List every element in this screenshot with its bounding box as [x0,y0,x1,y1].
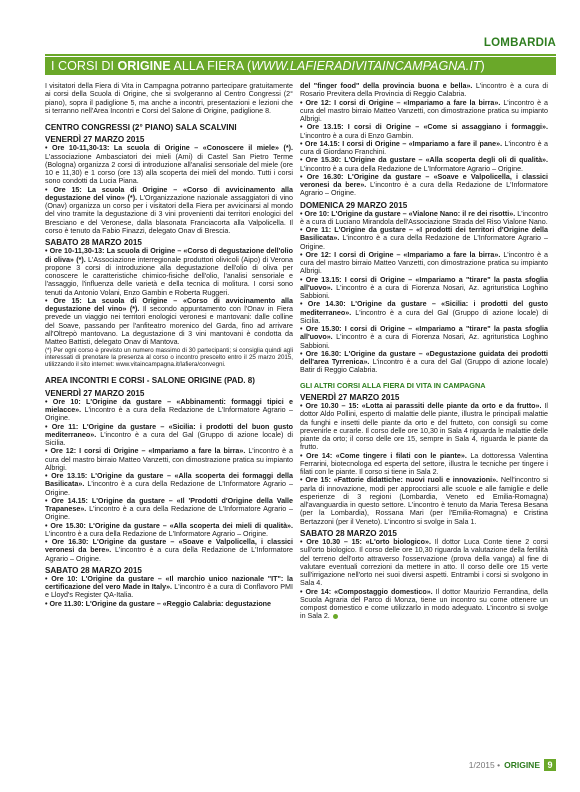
event-item: • Ore 15: La scuola di Origine – «Corso di avvicinamento alla degustazione del vino» (*). Il secondo appuntamento con l'Onav in Fiera prevede un viaggio nei territori enologici veronesi e mantovani: dalle colline del Soave, passando per l'anfiteatro morenico del Garda, fino ad arrivare all'Oltrepò mantovano. La degustazione di 3 vini mantovani è condotta da Matteo Battisti, delegato Onav di Mantova. [45,296,293,347]
date-heading: DOMENICA 29 MARZO 2015 [300,200,408,210]
event-item: • Ore 13.15: I corsi di Origine – «Come si assaggiano i formaggi». L'incontro è a cura di Enzo Gambin. [300,123,548,140]
event-item: • Ore 15.30: L'Origine da gustare – «Alla scoperta degli oli di qualità». L'incontro è a cura della Redazione de L'Informatore Agrario – Origine. [300,156,548,173]
magazine-name: ORIGINE [504,760,540,770]
event-item: del "finger food" della provincia buona e bella». L'incontro è a cura di Rosario Previtera della Provincia di Reggio Calabria. [300,82,548,99]
event-item: • Ore 12: I corsi di Origine – «Impariamo a fare la birra». L'incontro è a cura del mastro birraio Matteo Vanzetti, con dimostrazione pratica su impianto Albrigi. [300,250,549,276]
issue-label: 1/2015 • [468,760,501,770]
section-label: LOMBARDIA [483,37,556,49]
event-item: • Ore 10.30 – 15: «Lotta ai parassiti delle piante da orto e da frutto». Il dottor Aldo Pollini, esperto di malattie delle piante, illustra le principali malattie da funghi e insetti delle piante da orto e del frutteto, con consigli su come prevenirle e curarle. Il corso delle ore 10,30 in Sala 4 riguarda le malattie delle piante da orto; il corso delle ore 15, sempre in Sala 4, riguarda le piante da frutto. [300,402,548,452]
intro-paragraph: I visitatori della Fiera di Vita in Campagna potranno partecipare gratuitamente ai corsi della Scuola di Origine, che si svolgeranno al Centro Congressi (2° piano), sopra il padiglione 5, ma anche a incontri, presentazioni e lezioni che si terranno nell'Area Incontri e Corsi del Salone di Origine, padiglione 8. [45,82,293,115]
date-heading: SABATO 28 MARZO 2015 [300,528,397,538]
event-item: • Ore 10.30 – 15: «L'orto biologico». Il dottor Luca Conte tiene 2 corsi sull'orto biologico. Il corso delle ore 10,30 riguarda la valutazione della fertilità del terreno dell'orto attraverso l'osservazione (prova della vanga) al fine di valutare eventuali correzioni da mettere in atto. Il corso delle ore 15 verte sull'irrigazione nell'orto nei suoi diversi aspetti. Entrambi i corsi si svolgono in Sala 4. [300,538,548,588]
event-item: • Ore 11: L'Origine da gustare – «Sicilia: i prodotti del buon gusto mediterraneo». L'incontro è a cura del Gal (Gruppo di azione locale) di Sicilia. [45,422,293,448]
event-item: • Ore 14.30: L'Origine da gustare – «Sicilia: i prodotti del gusto mediterraneo». L'incontro è a cura del Gal (Gruppo di azione locale) di Sicilia. [300,300,548,325]
event-item: • Ore 15: La scuola di Origine – «Corso di avvicinamento alla degustazione del vino» (*). L'Organizzazione nazionale assaggiatori di vino (Onav) organizza un corso per i visitatori della Fiera per avvicinarsi al mondo del vino tramite la degustazione di 3 vini provenienti dai territori enologici del Bresciano e del Veronese, dalla blasonata Franciacorta alla Valpolicella. Il corso è tenuto da Fabio Finazzi, delegato Onav di Brescia. [45,185,293,235]
title-part-c: ALLA FIERA ( [170,59,252,73]
title-part-e: ) [480,59,485,73]
event-item: • Ore 12: I corsi di Origine – «Impariamo a fare la birra». L'incontro è a cura del mastro birraio Matteo Vanzetti, con dimostrazione pratica su impianto Albrigi. [300,98,549,123]
heading-centro-congressi: CENTRO CONGRESSI (2° PIANO) SALA SCALVINI [45,123,237,132]
title-part-b: ORIGINE [117,59,171,73]
event-item: • Ore 14: «Come tingere i filati con le piante». La dottoressa Valentina Ferrarini, biotecnologa ed esperta del settore, illustra le tecniche per tingere i filati con le piante. Il corso si tiene in Sala 2. [300,451,548,477]
date-heading: VENERDÌ 27 MARZO 2015 [45,388,145,398]
date-heading: SABATO 28 MARZO 2015 [45,565,142,575]
event-item: • Ore 13.15: I corsi di Origine – «Impariamo a "tirare" la pasta sfoglia all'uovo». L'incontro è a cura di Fiorenza Nosari, Az. agrituristica Loghino Sabbioni. [300,275,548,301]
event-item: • Ore 15: «Fattorie didattiche: nuovi ruoli e innovazioni». Nell'incontro si parla di innovazione, modi per approcciarsi alle scuole e alle famiglie e delle esperienze di 3 regioni (Lombardia, Veneto ed Emilia-Romagna) all'avanguardia in questo settore. L'incontro è tenuto da Maria Teresa Besana (per la Lombardia), Rossana Mari (per l'Emilia-Romagna) e Cristina Bertazzoni (per il Veneto). L'incontro si svolge in Sala 1. [300,476,548,526]
event-item: • Ore 15.30: L'Origine da gustare – «Alla scoperta dei mieli di qualità». L'incontro è a cura della Redazione de L'Informatore Agrario – Origine. [45,521,293,538]
event-item: • Ore 11: L'Origine da gustare – «I prodotti dei territori d'Origine della Basilicata». L'incontro è a cura della Redazione de L'Informatore Agrario – Origine. [300,226,548,251]
event-item: • Ore 10: L'Origine da gustare – «Abbinamenti: formaggi tipici e mielacce». L'incontro è a cura della Redazione de L'Informatore Agrario – Origine. [45,397,293,423]
event-item: • Ore 10-11,30-13: La scuola di Origine – «Corso di degustazione dell'olio di oliva» (*). L'Associazione interregionale produttori olivicoli (Aipo) di Verona propone 3 corsi di introduzione alla degustazione dell'olio di oliva per conoscere le caratteristiche chimico-fisiche dell'olio, l'analisi sensoriale e l'assaggio, l'influenza delle varietà e della tecnica di molitura. I corsi sono tenuti da Antonio Volani, Enzo Gambin e Roberta Ruggeri. [45,247,294,297]
end-mark-icon [333,614,338,619]
title-part-a: I CORSI DI [51,59,118,73]
event-item: • Ore 16.30: L'Origine da gustare – «Degustazione guidata dei prodotti dell'area Tyrrenica». L'incontro è a cura del Gal (Gruppo di azione locale) Batir di Reggio Calabria. [300,349,548,375]
right-column [300,82,548,621]
date-heading: VENERDÌ 27 MARZO 2015 [300,393,400,402]
title-url[interactable]: WWW.LAFIERADIVITAINCAMPAGNA.IT [251,59,481,73]
event-item: • Ore 13.15: L'Origine da gustare – «Alla scoperta dei formaggi della Basilicata». L'incontro è a cura della Redazione de L'Informatore Agrario – Origine. [45,472,293,497]
event-item: • Ore 10: L'Origine da gustare – «Vialone Nano: il re dei risotti». L'incontro è a cura di Luciano Mirandola dell'Associazione Strada del Riso Vialone Nano. [300,209,548,226]
event-item: • Ore 10: L'Origine da gustare – «Il marchio unico nazionale "IT": la certificazione del vero Made in Italy». L'incontro è a cura di Conflavoro PMI e Lloyd's Register QA-Italia. [45,574,293,600]
page-footer [469,759,556,771]
date-heading: VENERDÌ 27 MARZO 2015 [45,135,145,145]
booking-note: (*) Per ogni corso è previsto un numero massimo di 30 partecipanti; si consiglia quindi agli interessati di prenotare la presenza al corso o incontro prescelto entro il 25 marzo 2015, utilizzando il sito internet: www.vitaincampagna.it/lafiera/convegni. [45,347,293,369]
date-heading: SABATO 28 MARZO 2015 [45,238,142,248]
event-item: • Ore 15.30: I corsi di Origine – «Impariamo a "tirare" la pasta sfoglia all'uovo». L'incontro è a cura di Fiorenza Nosari, Az. agrituristica Loghino Sabbioni. [300,325,548,350]
heading-altri-corsi: GLI ALTRI CORSI ALLA FIERA DI VITA IN CAMPAGNA [300,380,486,390]
event-item: • Ore 11.30: L'Origine da gustare – «Reggio Calabria: degustazione [45,599,272,608]
event-item: • Ore 14.15: L'Origine da gustare – «Il 'Prodotti d'Origine della Valle Trapanese». L'incontro è a cura della Redazione de L'Informatore Agrario – Origine. [45,496,293,522]
event-item: • Ore 12: I corsi di Origine – «Impariamo a fare la birra». L'incontro è a cura del mastro birraio Matteo Vanzetti, con dimostrazione pratica su impianto Albrigi. [45,447,294,472]
event-item: • Ore 16.30: L'Origine da gustare – «Soave e Valpolicella, i classici veronesi da bere». L'incontro è a cura della Redazione de L'Informatore Agrario – Origine. [300,172,548,198]
left-column [45,82,293,608]
header-rule [45,54,556,56]
event-item: • Ore 14: «Compostaggio domestico». Il dottor Maurizio Ferrandina, della Scuola Agraria del Parco di Monza, tiene un incontro su come ottenere un compost domestico e come utilizzarlo in modo adeguato. L'incontro si svolge in Sala 2. [300,587,548,621]
event-item: • Ore 10-11,30-13: La scuola di Origine – «Conoscere il miele» (*). L'associazione Ambasciatori dei mieli (Ami) di Castel San Pietro Terme (Bologna) organizza 2 corsi di introduzione all'analisi sensoriale del miele (ore 10 e 11,30) e 1 corso (ore 13) alla scoperta dei mieli del mondo. Tutti i corsi sono condotti da Lucia Piana. [45,144,293,186]
page-number: 9 [544,759,556,771]
heading-area-incontri: AREA INCONTRI E CORSI - SALONE ORIGINE (PAD. 8) [45,376,255,386]
page-title-band [45,57,556,75]
event-item: • Ore 14.15: I corsi di Origine – «Impariamo a fare il pane». L'incontro è a cura di Giordano Franchini. [300,139,548,156]
event-item: • Ore 16.30: L'Origine da gustare – «Soave e Valpolicella, i classici veronesi da bere». L'incontro è a cura della Redazione de L'Informatore Agrario – Origine. [45,538,293,563]
